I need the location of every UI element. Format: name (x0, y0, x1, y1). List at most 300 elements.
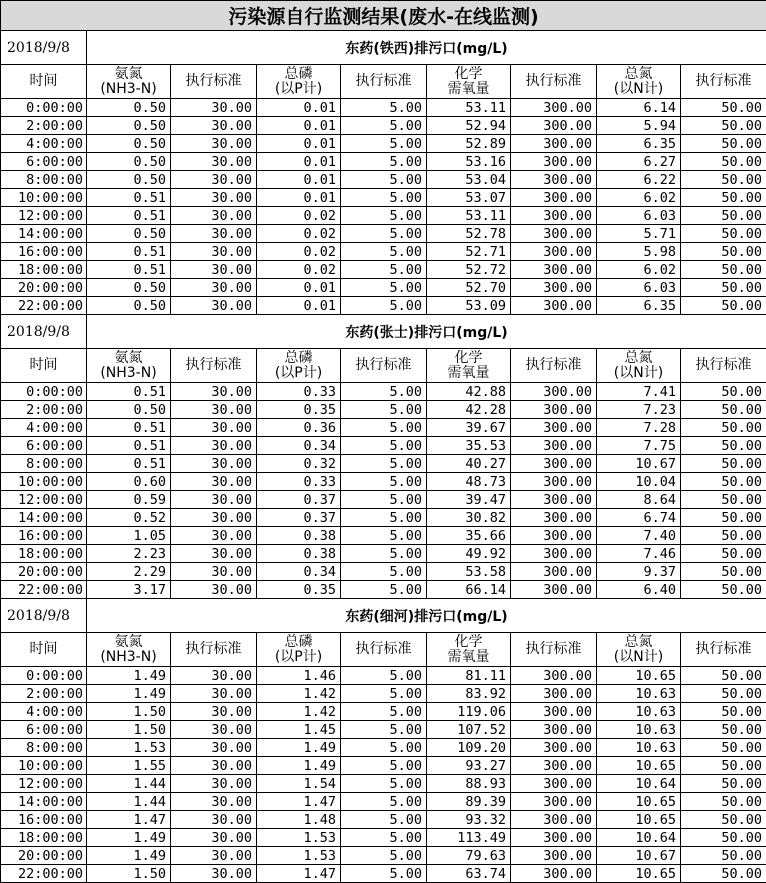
value-cell: 50.00 (681, 153, 766, 171)
value-cell: 300.00 (511, 703, 597, 721)
value-cell: 5.00 (341, 667, 427, 685)
value-cell: 300.00 (511, 829, 597, 847)
column-header: 执行标准 (171, 633, 257, 667)
column-header: 执行标准 (681, 633, 766, 667)
value-cell: 0.50 (87, 153, 171, 171)
value-cell: 300.00 (511, 563, 597, 581)
value-cell: 300.00 (511, 581, 597, 599)
time-cell: 8:00:00 (1, 739, 87, 757)
value-cell: 30.00 (171, 171, 257, 189)
value-cell: 5.94 (597, 117, 681, 135)
value-cell: 49.92 (427, 545, 511, 563)
value-cell: 1.42 (257, 685, 341, 703)
value-cell: 0.50 (87, 171, 171, 189)
value-cell: 39.67 (427, 419, 511, 437)
value-cell: 10.65 (597, 757, 681, 775)
value-cell: 6.35 (597, 297, 681, 315)
value-cell: 10.64 (597, 829, 681, 847)
value-cell: 300.00 (511, 401, 597, 419)
value-cell: 5.00 (341, 419, 427, 437)
value-cell: 1.50 (87, 865, 171, 883)
column-header: 时间 (1, 349, 87, 383)
value-cell: 53.07 (427, 189, 511, 207)
column-header: 化学 需氧量 (427, 633, 511, 667)
value-cell: 0.02 (257, 225, 341, 243)
value-cell: 5.00 (341, 509, 427, 527)
value-cell: 53.16 (427, 153, 511, 171)
value-cell: 30.00 (171, 135, 257, 153)
value-cell: 50.00 (681, 455, 766, 473)
value-cell: 30.00 (171, 685, 257, 703)
value-cell: 5.00 (341, 685, 427, 703)
value-cell: 5.00 (341, 225, 427, 243)
value-cell: 5.00 (341, 563, 427, 581)
value-cell: 5.00 (341, 703, 427, 721)
time-cell: 4:00:00 (1, 419, 87, 437)
value-cell: 5.00 (341, 721, 427, 739)
time-cell: 14:00:00 (1, 509, 87, 527)
value-cell: 30.00 (171, 509, 257, 527)
time-cell: 6:00:00 (1, 153, 87, 171)
value-cell: 0.02 (257, 261, 341, 279)
time-cell: 0:00:00 (1, 383, 87, 401)
column-header: 执行标准 (681, 65, 766, 99)
column-header: 执行标准 (511, 349, 597, 383)
value-cell: 0.38 (257, 527, 341, 545)
value-cell: 50.00 (681, 419, 766, 437)
column-header-row (1, 349, 766, 383)
value-cell: 3.17 (87, 581, 171, 599)
value-cell: 53.09 (427, 297, 511, 315)
value-cell: 10.64 (597, 775, 681, 793)
value-cell: 10.04 (597, 473, 681, 491)
section-outlet-name: 东药(细河)排污口(mg/L) (87, 599, 766, 633)
value-cell: 2.29 (87, 563, 171, 581)
value-cell: 300.00 (511, 153, 597, 171)
value-cell: 52.89 (427, 135, 511, 153)
value-cell: 50.00 (681, 473, 766, 491)
value-cell: 7.23 (597, 401, 681, 419)
value-cell: 5.00 (341, 153, 427, 171)
table-row (1, 117, 766, 135)
value-cell: 5.98 (597, 243, 681, 261)
value-cell: 5.00 (341, 545, 427, 563)
table-row (1, 437, 766, 455)
value-cell: 42.28 (427, 401, 511, 419)
value-cell: 35.66 (427, 527, 511, 545)
value-cell: 0.38 (257, 545, 341, 563)
value-cell: 1.46 (257, 667, 341, 685)
table-row (1, 261, 766, 279)
value-cell: 300.00 (511, 419, 597, 437)
value-cell: 89.39 (427, 793, 511, 811)
value-cell: 88.93 (427, 775, 511, 793)
time-cell: 12:00:00 (1, 207, 87, 225)
value-cell: 6.02 (597, 261, 681, 279)
value-cell: 0.01 (257, 153, 341, 171)
column-header: 化学 需氧量 (427, 349, 511, 383)
value-cell: 0.01 (257, 117, 341, 135)
value-cell: 0.33 (257, 383, 341, 401)
value-cell: 30.00 (171, 207, 257, 225)
value-cell: 50.00 (681, 437, 766, 455)
table-row (1, 527, 766, 545)
value-cell: 0.01 (257, 99, 341, 117)
value-cell: 0.50 (87, 225, 171, 243)
value-cell: 6.22 (597, 171, 681, 189)
value-cell: 1.05 (87, 527, 171, 545)
value-cell: 53.04 (427, 171, 511, 189)
value-cell: 30.00 (171, 455, 257, 473)
value-cell: 30.00 (171, 437, 257, 455)
value-cell: 5.00 (341, 811, 427, 829)
table-row (1, 153, 766, 171)
value-cell: 30.00 (171, 491, 257, 509)
value-cell: 50.00 (681, 811, 766, 829)
value-cell: 300.00 (511, 491, 597, 509)
value-cell: 39.47 (427, 491, 511, 509)
table-row (1, 243, 766, 261)
value-cell: 0.50 (87, 99, 171, 117)
time-cell: 16:00:00 (1, 811, 87, 829)
time-cell: 2:00:00 (1, 117, 87, 135)
value-cell: 50.00 (681, 865, 766, 883)
value-cell: 52.71 (427, 243, 511, 261)
value-cell: 300.00 (511, 135, 597, 153)
value-cell: 5.00 (341, 189, 427, 207)
time-cell: 6:00:00 (1, 721, 87, 739)
value-cell: 50.00 (681, 491, 766, 509)
value-cell: 0.51 (87, 243, 171, 261)
table-row (1, 847, 766, 865)
table-row (1, 757, 766, 775)
value-cell: 50.00 (681, 667, 766, 685)
value-cell: 5.00 (341, 865, 427, 883)
value-cell: 30.00 (171, 721, 257, 739)
value-cell: 0.34 (257, 437, 341, 455)
value-cell: 30.00 (171, 545, 257, 563)
value-cell: 1.50 (87, 703, 171, 721)
value-cell: 50.00 (681, 279, 766, 297)
value-cell: 0.51 (87, 419, 171, 437)
value-cell: 52.72 (427, 261, 511, 279)
value-cell: 50.00 (681, 207, 766, 225)
table-body (1, 1, 766, 883)
value-cell: 30.00 (171, 793, 257, 811)
value-cell: 93.32 (427, 811, 511, 829)
value-cell: 0.35 (257, 401, 341, 419)
section-header-row (1, 31, 766, 65)
value-cell: 1.49 (87, 685, 171, 703)
column-header: 化学 需氧量 (427, 65, 511, 99)
value-cell: 0.51 (87, 383, 171, 401)
value-cell: 30.00 (171, 279, 257, 297)
value-cell: 0.50 (87, 401, 171, 419)
value-cell: 2.23 (87, 545, 171, 563)
time-cell: 18:00:00 (1, 261, 87, 279)
table-row (1, 775, 766, 793)
table-row (1, 491, 766, 509)
value-cell: 93.27 (427, 757, 511, 775)
value-cell: 30.00 (171, 383, 257, 401)
value-cell: 6.14 (597, 99, 681, 117)
value-cell: 50.00 (681, 829, 766, 847)
value-cell: 0.37 (257, 491, 341, 509)
value-cell: 50.00 (681, 581, 766, 599)
value-cell: 300.00 (511, 775, 597, 793)
value-cell: 300.00 (511, 793, 597, 811)
value-cell: 10.67 (597, 847, 681, 865)
value-cell: 0.32 (257, 455, 341, 473)
value-cell: 0.51 (87, 437, 171, 455)
value-cell: 0.35 (257, 581, 341, 599)
value-cell: 1.49 (87, 667, 171, 685)
value-cell: 300.00 (511, 297, 597, 315)
value-cell: 42.88 (427, 383, 511, 401)
value-cell: 50.00 (681, 401, 766, 419)
value-cell: 5.00 (341, 527, 427, 545)
value-cell: 52.70 (427, 279, 511, 297)
value-cell: 1.44 (87, 793, 171, 811)
column-header: 执行标准 (341, 65, 427, 99)
value-cell: 7.40 (597, 527, 681, 545)
value-cell: 300.00 (511, 685, 597, 703)
value-cell: 50.00 (681, 297, 766, 315)
value-cell: 30.00 (171, 667, 257, 685)
value-cell: 50.00 (681, 135, 766, 153)
value-cell: 1.54 (257, 775, 341, 793)
time-cell: 18:00:00 (1, 829, 87, 847)
value-cell: 50.00 (681, 171, 766, 189)
value-cell: 50.00 (681, 509, 766, 527)
value-cell: 7.41 (597, 383, 681, 401)
value-cell: 30.00 (171, 757, 257, 775)
time-cell: 0:00:00 (1, 667, 87, 685)
value-cell: 30.00 (171, 829, 257, 847)
table-row (1, 685, 766, 703)
value-cell: 300.00 (511, 847, 597, 865)
value-cell: 1.49 (87, 829, 171, 847)
value-cell: 1.47 (257, 865, 341, 883)
time-cell: 4:00:00 (1, 135, 87, 153)
value-cell: 300.00 (511, 811, 597, 829)
value-cell: 50.00 (681, 383, 766, 401)
value-cell: 1.53 (257, 829, 341, 847)
title-row (1, 1, 766, 31)
table-row (1, 703, 766, 721)
value-cell: 5.00 (341, 261, 427, 279)
section-outlet-name: 东药(张士)排污口(mg/L) (87, 315, 766, 349)
time-cell: 8:00:00 (1, 171, 87, 189)
value-cell: 300.00 (511, 171, 597, 189)
value-cell: 50.00 (681, 189, 766, 207)
value-cell: 81.11 (427, 667, 511, 685)
value-cell: 30.00 (171, 563, 257, 581)
value-cell: 7.46 (597, 545, 681, 563)
section-header-row (1, 599, 766, 633)
value-cell: 119.06 (427, 703, 511, 721)
time-cell: 10:00:00 (1, 757, 87, 775)
value-cell: 30.00 (171, 401, 257, 419)
value-cell: 107.52 (427, 721, 511, 739)
value-cell: 1.48 (257, 811, 341, 829)
value-cell: 0.51 (87, 207, 171, 225)
column-header: 时间 (1, 65, 87, 99)
value-cell: 52.94 (427, 117, 511, 135)
column-header-row (1, 633, 766, 667)
value-cell: 79.63 (427, 847, 511, 865)
table-row (1, 99, 766, 117)
value-cell: 10.63 (597, 703, 681, 721)
time-cell: 2:00:00 (1, 685, 87, 703)
time-cell: 4:00:00 (1, 703, 87, 721)
value-cell: 0.50 (87, 117, 171, 135)
value-cell: 5.00 (341, 117, 427, 135)
value-cell: 0.01 (257, 189, 341, 207)
value-cell: 30.00 (171, 775, 257, 793)
column-header: 总磷 (以P计) (257, 349, 341, 383)
value-cell: 300.00 (511, 455, 597, 473)
value-cell: 0.33 (257, 473, 341, 491)
time-cell: 14:00:00 (1, 793, 87, 811)
column-header: 执行标准 (341, 633, 427, 667)
value-cell: 0.01 (257, 171, 341, 189)
value-cell: 5.00 (341, 473, 427, 491)
value-cell: 48.73 (427, 473, 511, 491)
value-cell: 10.63 (597, 721, 681, 739)
table-row (1, 279, 766, 297)
time-cell: 18:00:00 (1, 545, 87, 563)
value-cell: 50.00 (681, 117, 766, 135)
table-row (1, 721, 766, 739)
value-cell: 50.00 (681, 225, 766, 243)
value-cell: 109.20 (427, 739, 511, 757)
value-cell: 300.00 (511, 207, 597, 225)
table-row (1, 383, 766, 401)
time-cell: 8:00:00 (1, 455, 87, 473)
time-cell: 22:00:00 (1, 297, 87, 315)
value-cell: 0.02 (257, 243, 341, 261)
value-cell: 1.47 (87, 811, 171, 829)
column-header: 执行标准 (171, 349, 257, 383)
time-cell: 10:00:00 (1, 473, 87, 491)
value-cell: 5.00 (341, 793, 427, 811)
value-cell: 35.53 (427, 437, 511, 455)
value-cell: 50.00 (681, 243, 766, 261)
section-date: 2018/9/8 (1, 315, 87, 349)
value-cell: 5.00 (341, 171, 427, 189)
time-cell: 20:00:00 (1, 279, 87, 297)
value-cell: 6.27 (597, 153, 681, 171)
value-cell: 5.00 (341, 775, 427, 793)
value-cell: 0.51 (87, 455, 171, 473)
column-header: 执行标准 (171, 65, 257, 99)
value-cell: 50.00 (681, 739, 766, 757)
time-cell: 20:00:00 (1, 847, 87, 865)
value-cell: 0.50 (87, 135, 171, 153)
value-cell: 50.00 (681, 685, 766, 703)
value-cell: 30.00 (171, 703, 257, 721)
table-row (1, 545, 766, 563)
value-cell: 30.00 (171, 865, 257, 883)
value-cell: 30.00 (171, 811, 257, 829)
value-cell: 0.60 (87, 473, 171, 491)
column-header: 总氮 (以N计) (597, 349, 681, 383)
value-cell: 53.11 (427, 207, 511, 225)
value-cell: 0.50 (87, 279, 171, 297)
value-cell: 30.00 (171, 527, 257, 545)
table-row (1, 297, 766, 315)
value-cell: 300.00 (511, 225, 597, 243)
value-cell: 50.00 (681, 545, 766, 563)
value-cell: 1.53 (87, 739, 171, 757)
table-row (1, 739, 766, 757)
value-cell: 5.00 (341, 207, 427, 225)
section-date: 2018/9/8 (1, 599, 87, 633)
value-cell: 30.00 (171, 847, 257, 865)
value-cell: 300.00 (511, 509, 597, 527)
value-cell: 50.00 (681, 703, 766, 721)
value-cell: 5.00 (341, 739, 427, 757)
value-cell: 10.65 (597, 811, 681, 829)
value-cell: 5.00 (341, 99, 427, 117)
section-outlet-name: 东药(铁西)排污口(mg/L) (87, 31, 766, 65)
value-cell: 0.37 (257, 509, 341, 527)
value-cell: 6.03 (597, 207, 681, 225)
value-cell: 5.71 (597, 225, 681, 243)
column-header: 总氮 (以N计) (597, 633, 681, 667)
value-cell: 83.92 (427, 685, 511, 703)
value-cell: 0.34 (257, 563, 341, 581)
value-cell: 9.37 (597, 563, 681, 581)
value-cell: 10.65 (597, 793, 681, 811)
value-cell: 0.52 (87, 509, 171, 527)
column-header: 总磷 (以P计) (257, 633, 341, 667)
time-cell: 20:00:00 (1, 563, 87, 581)
value-cell: 5.00 (341, 437, 427, 455)
value-cell: 300.00 (511, 261, 597, 279)
value-cell: 1.50 (87, 721, 171, 739)
table-row (1, 171, 766, 189)
section-header-row (1, 315, 766, 349)
table-row (1, 793, 766, 811)
value-cell: 1.42 (257, 703, 341, 721)
value-cell: 6.35 (597, 135, 681, 153)
value-cell: 50.00 (681, 99, 766, 117)
time-cell: 16:00:00 (1, 527, 87, 545)
value-cell: 5.00 (341, 757, 427, 775)
table-row (1, 135, 766, 153)
value-cell: 7.75 (597, 437, 681, 455)
value-cell: 300.00 (511, 865, 597, 883)
value-cell: 300.00 (511, 279, 597, 297)
value-cell: 63.74 (427, 865, 511, 883)
value-cell: 5.00 (341, 135, 427, 153)
value-cell: 10.63 (597, 685, 681, 703)
time-cell: 6:00:00 (1, 437, 87, 455)
value-cell: 30.00 (171, 419, 257, 437)
time-cell: 14:00:00 (1, 225, 87, 243)
value-cell: 5.00 (341, 847, 427, 865)
value-cell: 50.00 (681, 775, 766, 793)
time-cell: 12:00:00 (1, 775, 87, 793)
value-cell: 5.00 (341, 279, 427, 297)
column-header-row (1, 65, 766, 99)
value-cell: 30.00 (171, 189, 257, 207)
table-row (1, 829, 766, 847)
value-cell: 30.00 (171, 243, 257, 261)
value-cell: 6.02 (597, 189, 681, 207)
